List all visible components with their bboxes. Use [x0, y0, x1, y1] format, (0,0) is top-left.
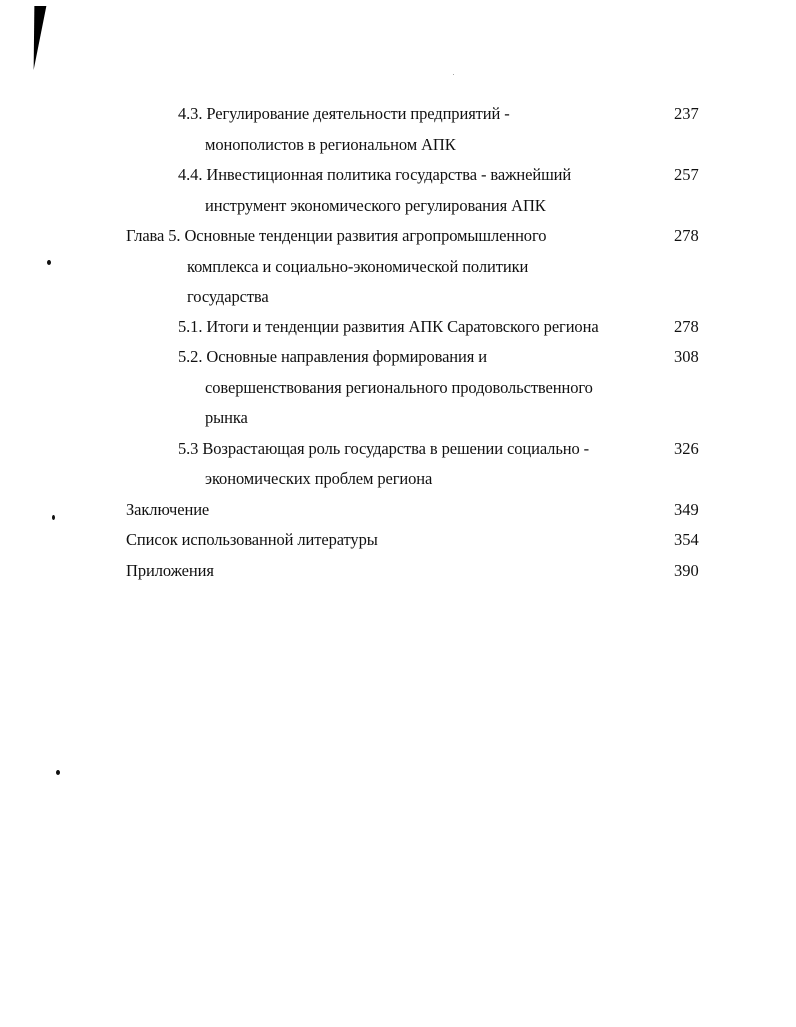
toc-entry-4-3-line-2: монополистов в региональном АПК — [205, 135, 456, 154]
toc-chapter-5-line-1: Глава 5. Основные тенденции развития агропромышленного — [126, 226, 547, 245]
toc-entry-4-3-page: 237 — [674, 104, 699, 123]
scan-speck — [453, 74, 454, 75]
toc-conclusion-page: 349 — [674, 500, 699, 519]
toc-chapter-5-line-2: комплекса и социально-экономической политики — [187, 257, 529, 276]
toc-chapter-5-page: 278 — [674, 226, 699, 245]
toc-entry-5-3-line-1: 5.3 Возрастающая роль государства в решении социально - — [178, 439, 590, 458]
toc-bibliography: Список использованной литературы — [126, 530, 378, 549]
toc-entry-4-3-line-1: 4.3. Регулирование деятельности предприятий - — [178, 104, 510, 123]
toc-entry-5-3-page: 326 — [674, 439, 699, 458]
scan-artifact-mark — [28, 6, 47, 70]
scan-speck — [47, 260, 51, 265]
toc-entry-5-2-page: 308 — [674, 347, 699, 366]
toc-bibliography-page: 354 — [674, 530, 699, 549]
toc-entry-5-3-line-2: экономических проблем региона — [205, 469, 433, 488]
scan-speck — [52, 515, 55, 520]
toc-entry-4-4-page: 257 — [674, 165, 699, 184]
toc-entry-5-1-page: 278 — [674, 317, 699, 336]
toc-entry-5-2-line-3: рынка — [205, 408, 248, 427]
toc-appendices-page: 390 — [674, 561, 699, 580]
toc-entry-5-2-line-1: 5.2. Основные направления формирования и — [178, 347, 488, 366]
toc-entry-5-1-line-1: 5.1. Итоги и тенденции развития АПК Саратовского региона — [178, 317, 599, 336]
toc-appendices: Приложения — [126, 561, 214, 580]
toc-entry-4-4-line-1: 4.4. Инвестиционная политика государства - важнейший — [178, 165, 572, 184]
toc-chapter-5-line-3: государства — [187, 287, 269, 306]
toc-entry-5-2-line-2: совершенствования регионального продовольственного — [205, 378, 593, 397]
toc-entry-4-4-line-2: инструмент экономического регулирования АПК — [205, 196, 546, 215]
toc-conclusion: Заключение — [126, 500, 210, 519]
scan-speck — [56, 770, 60, 775]
